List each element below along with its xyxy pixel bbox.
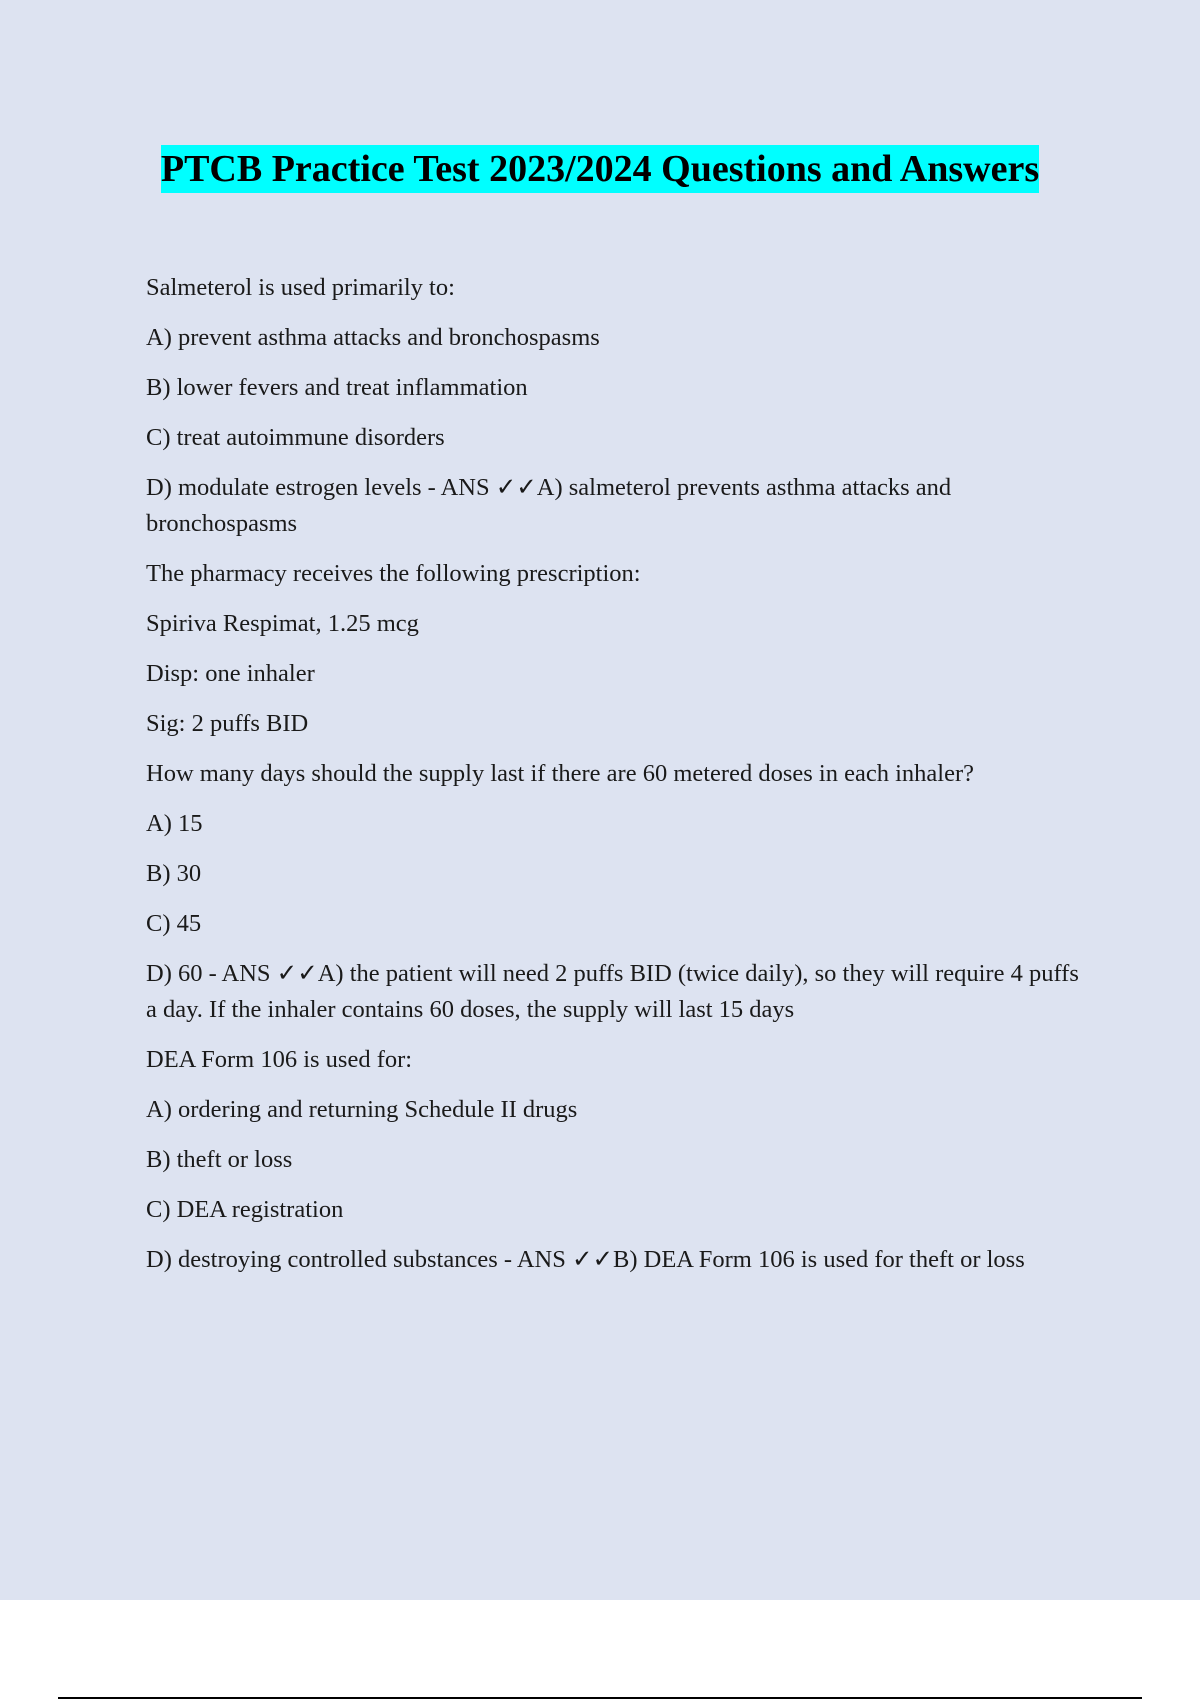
question-1-option-b: B) lower fevers and treat inflammation: [146, 374, 528, 401]
title-block: [0, 145, 1200, 193]
question-1-option-a: A) prevent asthma attacks and bronchospasms: [146, 324, 600, 351]
document-title: PTCB Practice Test 2023/2024 Questions and Answers: [161, 145, 1039, 193]
question-2-option-c: C) 45: [146, 910, 202, 937]
prescription-disp: Disp: one inhaler: [146, 660, 315, 687]
prescription-sig: Sig: 2 puffs BID: [146, 710, 309, 737]
question-3-option-d-answer: D) destroying controlled substances - ANS ✓✓B) DEA Form 106 is used for theft or loss: [146, 1246, 1025, 1273]
prescription-drug: Spiriva Respimat, 1.25 mcg: [146, 610, 419, 637]
question-3-option-a: A) ordering and returning Schedule II drugs: [146, 1096, 578, 1123]
question-1-option-c: C) treat autoimmune disorders: [146, 424, 445, 451]
question-3-option-b: B) theft or loss: [146, 1146, 293, 1173]
footer-divider: [58, 1697, 1142, 1699]
question-1-stem: Salmeterol is used primarily to:: [146, 274, 455, 301]
question-3-option-c: C) DEA registration: [146, 1196, 344, 1223]
question-2-stem: The pharmacy receives the following prescription:: [146, 560, 641, 587]
question-2-option-b: B) 30: [146, 860, 202, 887]
question-3-stem: DEA Form 106 is used for:: [146, 1046, 413, 1073]
question-2-option-d-answer: D) 60 - ANS ✓✓A) the patient will need 2 puffs BID (twice daily), so they will require 4 puffs a day. If the inhaler contains 60 doses, the supply will last 15 days: [146, 960, 1079, 1023]
document-body: [146, 270, 1086, 1292]
question-2-question: How many days should the supply last if there are 60 metered doses in each inhaler?: [146, 760, 974, 787]
question-1-option-d-answer: D) modulate estrogen levels - ANS ✓✓A) salmeterol prevents asthma attacks and bronchospasms: [146, 474, 952, 537]
question-2-option-a: A) 15: [146, 810, 203, 837]
